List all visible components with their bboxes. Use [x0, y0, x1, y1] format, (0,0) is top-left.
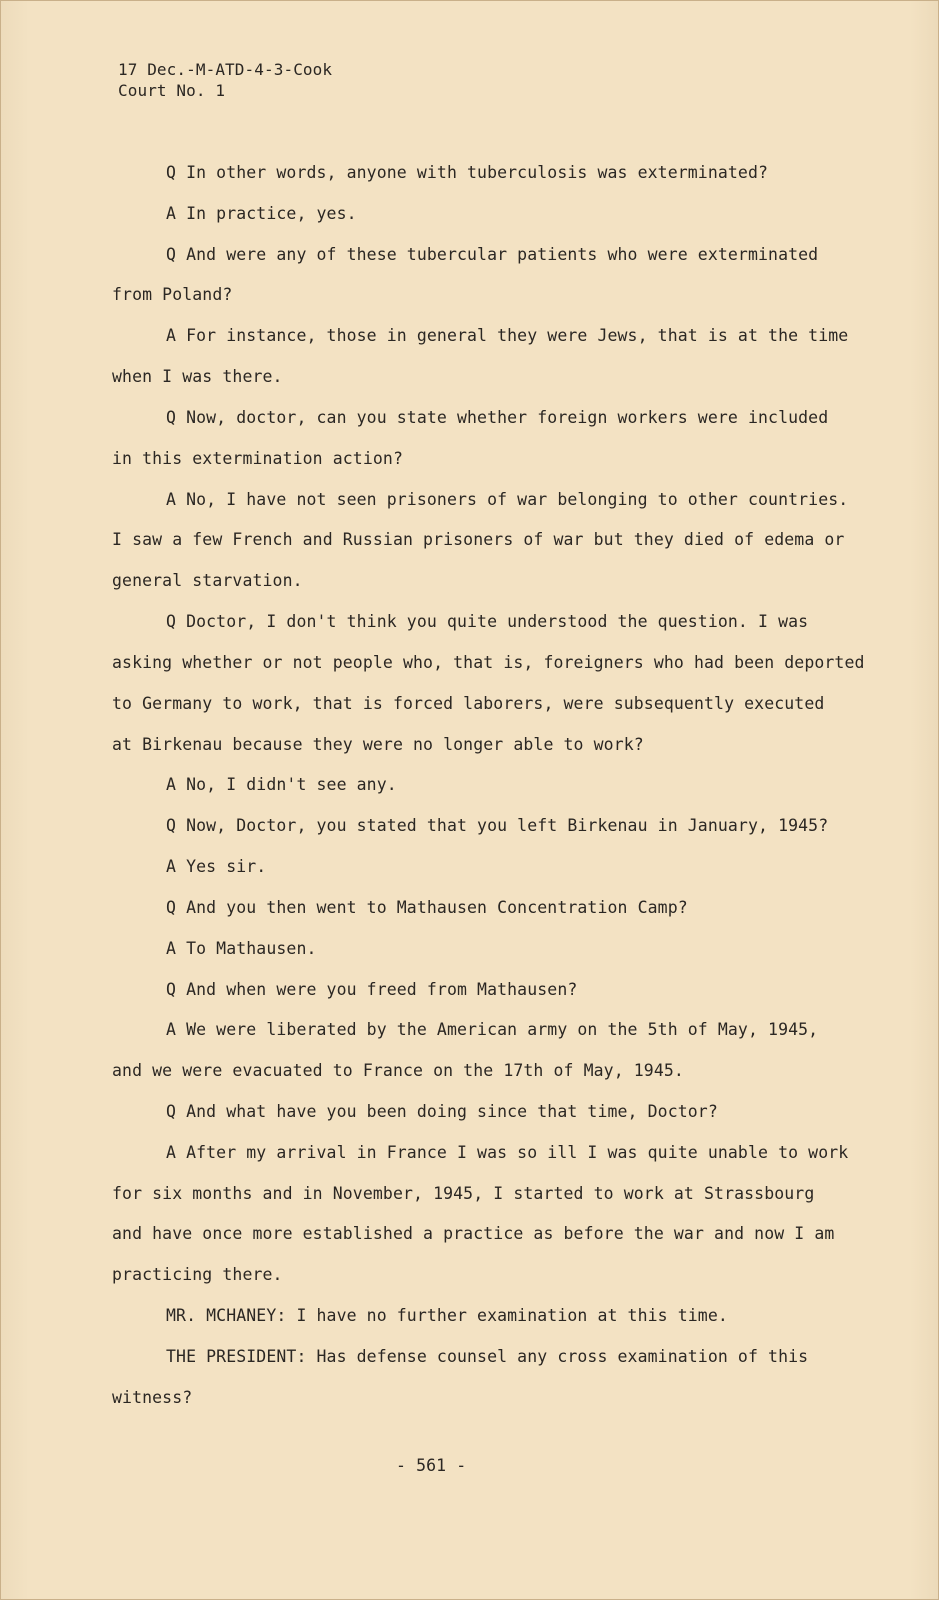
text-line: THE PRESIDENT: Has defense counsel any cross examination of this: [166, 1347, 809, 1366]
text-line: Q And were any of these tubercular patients who were exterminated: [166, 245, 819, 264]
text-line: A No, I have not seen prisoners of war belonging to other countries.: [166, 490, 849, 509]
text-line: in this extermination action?: [112, 449, 403, 468]
text-line: at Birkenau because they were no longer able to work?: [112, 735, 644, 754]
text-line: Q Doctor, I don't think you quite understood the question. I was: [166, 612, 809, 631]
text-line: witness?: [112, 1388, 193, 1407]
text-line: I saw a few French and Russian prisoners of war but they died of edema or: [112, 530, 845, 549]
text-line: Q Now, doctor, can you state whether foreign workers were included: [166, 408, 829, 427]
text-line: practicing there.: [112, 1265, 283, 1284]
text-line: when I was there.: [112, 367, 283, 386]
text-line: A No, I didn't see any.: [166, 775, 397, 794]
text-line: and have once more established a practice as before the war and now I am: [112, 1224, 835, 1243]
header-reference: 17 Dec.-M-ATD-4-3-Cook: [118, 60, 333, 79]
text-line: Q And you then went to Mathausen Concentration Camp?: [166, 898, 688, 917]
text-line: MR. MCHANEY: I have no further examination at this time.: [166, 1306, 728, 1325]
text-line: A To Mathausen.: [166, 939, 317, 958]
text-line: A After my arrival in France I was so ill I was quite unable to work: [166, 1143, 849, 1162]
text-line: A In practice, yes.: [166, 204, 357, 223]
text-line: general starvation.: [112, 571, 303, 590]
text-line: Q In other words, anyone with tuberculosis was exterminated?: [166, 163, 769, 182]
text-line: from Poland?: [112, 285, 233, 304]
text-line: Q Now, Doctor, you stated that you left Birkenau in January, 1945?: [166, 816, 829, 835]
text-line: A Yes sir.: [166, 857, 267, 876]
text-line: to Germany to work, that is forced laborers, were subsequently executed: [112, 694, 825, 713]
text-line: asking whether or not people who, that is, foreigners who had been deported: [112, 653, 865, 672]
text-line: Q And what have you been doing since that time, Doctor?: [166, 1102, 718, 1121]
text-line: Q And when were you freed from Mathausen?: [166, 980, 578, 999]
header-court: Court No. 1: [118, 81, 226, 100]
text-line: and we were evacuated to France on the 17th of May, 1945.: [112, 1061, 684, 1080]
text-line: A For instance, those in general they were Jews, that is at the time: [166, 326, 849, 345]
text-line: A We were liberated by the American army on the 5th of May, 1945,: [166, 1020, 819, 1039]
text-line: for six months and in November, 1945, I started to work at Strassbourg: [112, 1184, 815, 1203]
page-number: - 561 -: [396, 1456, 467, 1475]
